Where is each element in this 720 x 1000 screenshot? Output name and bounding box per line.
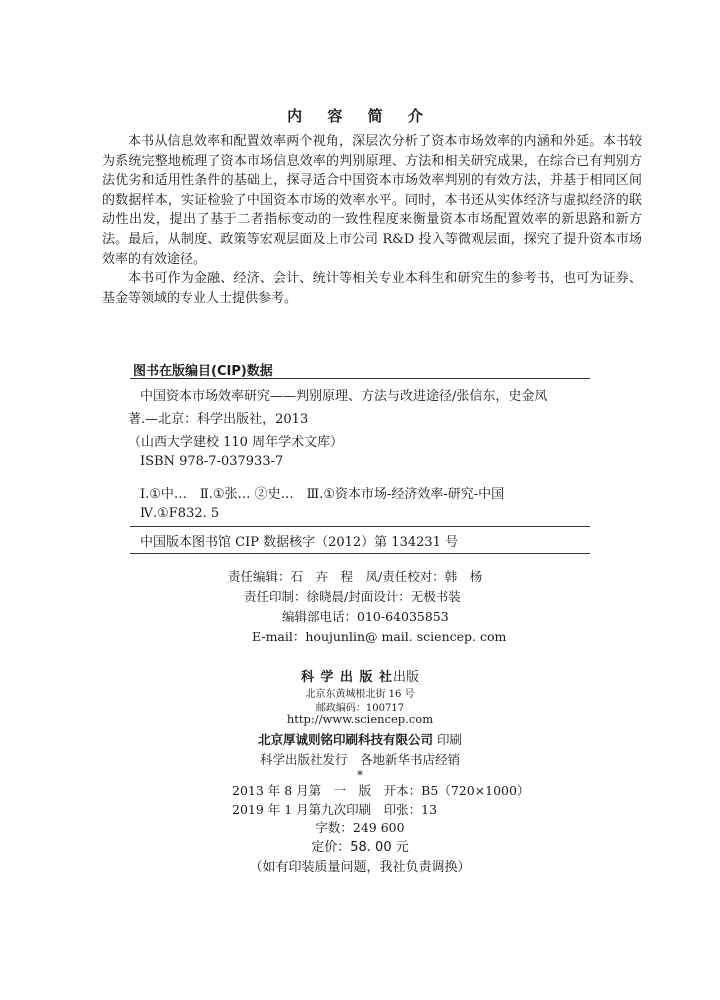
cip-line-isbn: ISBN 978-7-037933-7 — [140, 454, 284, 469]
cip-line-1: 中国资本市场效率研究——判别原理、方法与改进途径/张信东，史金凤 — [140, 389, 548, 404]
printer-name: 北京厚诚则铭印刷科技有限公司 — [257, 732, 433, 747]
cip-line-3: （山西大学建校 110 周年学术文库） — [128, 435, 344, 450]
cip-line-2: 著.—北京：科学出版社，2013 — [128, 412, 309, 427]
publisher-address: 北京东黄城根北街 16 号 — [305, 689, 415, 700]
publisher-postcode: 邮政编码：100717 — [315, 703, 405, 714]
printing-line: 2019 年 1 月第九次印刷 印张：13 — [232, 802, 438, 817]
cip-line-classification-1: Ⅰ.①中… Ⅱ.①张… ②史… Ⅲ.①资本市场-经济效率-研究-中国 — [140, 487, 505, 502]
separator-star: * — [357, 768, 363, 782]
publisher-website: http://www.sciencep.com — [286, 712, 434, 726]
first-edition-line: 2013 年 8 月第 一 版 开本：B5（720×1000） — [232, 783, 530, 798]
publisher-name: 科 学 出 版 社 — [300, 670, 394, 685]
cip-bottom-rule — [130, 553, 590, 554]
summary-body — [102, 132, 642, 308]
phone-credit: 编辑部电话：010-64035853 — [282, 609, 449, 624]
summary-title: 内 容 简 介 — [287, 107, 433, 125]
publisher-action: 出版 — [393, 670, 420, 685]
publisher-line — [0, 666, 720, 685]
cip-header: 图书在版编目(CIP)数据 — [133, 364, 273, 379]
email-credit: E-mail：houjunlin@ mail. sciencep. com — [252, 629, 507, 644]
print-credit: 责任印制：徐晓晨/封面设计：无极书装 — [244, 589, 461, 604]
cip-line-classification-2: Ⅳ.①F832. 5 — [140, 506, 220, 521]
cip-top-rule — [130, 378, 590, 379]
printer-line — [0, 730, 720, 748]
cip-middle-rule — [130, 526, 590, 527]
distribution-line: 科学出版社发行 各地新华书店经销 — [259, 752, 460, 767]
summary-paragraph-1: 本书从信息效率和配置效率两个视角，深层次分析了资本市场效率的内涵和外延。本书较为系统完整地梳理了资本市场信息效率的判别原理、方法和相关研究成果，在综合已有判别方法优劣和适用性条件的基础上，探寻适合中国资本市场效率判别的有效方法，并基于相同区间的数据样本，实证检验了中国资本市场的效率水平。同时，本书还从实体经济与虚拟经济的联动性出发，提出了基于二者指标变动的一致性程度来衡量资本市场配置效率的新思路和新方法。最后，从制度、政策等宏观层面及上市公司 R&D 投入等微观层面，探究了提升资本市场效率的有效途径。 — [102, 134, 642, 267]
word-count: 字数：249 600 — [315, 820, 405, 835]
price: 定价：58. 00 元 — [311, 840, 409, 855]
editor-credit: 责任编辑：石 卉 程 凤/责任校对：韩 杨 — [228, 569, 483, 584]
summary-paragraph-2: 本书可作为金融、经济、会计、统计等相关专业本科生和研究生的参考书，也可为证券、基金等领域的专业人士提供参考。 — [102, 271, 642, 306]
quality-notice: （如有印装质量问题，我社负责调换） — [249, 860, 471, 875]
cip-verification: 中国版本图书馆 CIP 数据核字（2012）第 134231 号 — [140, 535, 459, 550]
printer-action: 印刷 — [436, 732, 462, 747]
